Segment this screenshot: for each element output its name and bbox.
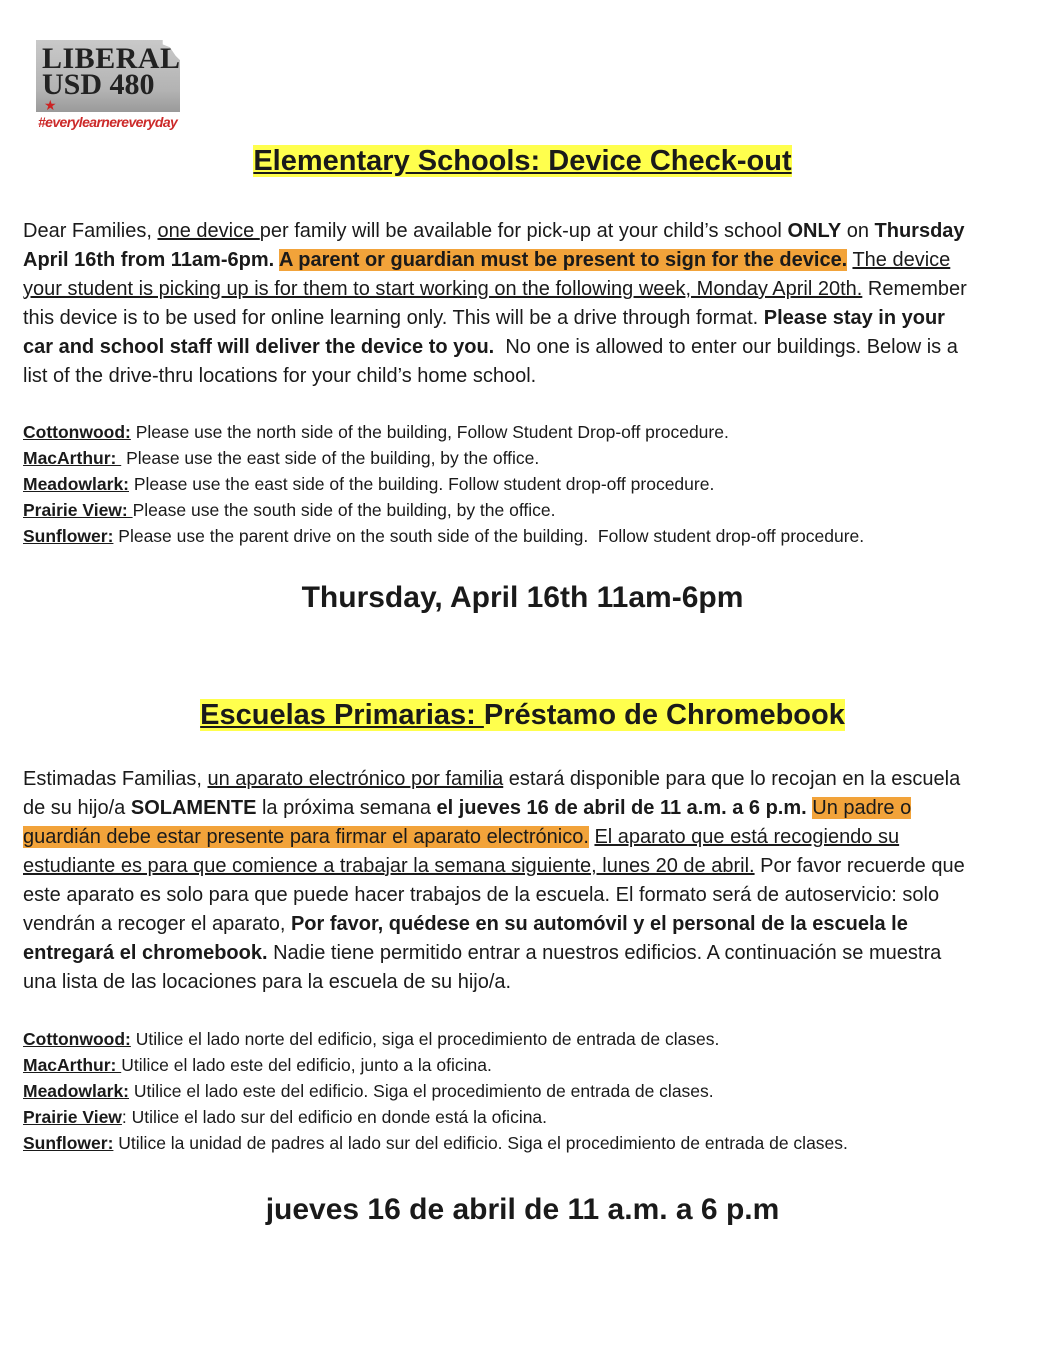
school-name: Meadowlark: xyxy=(23,1081,129,1101)
star-icon: ★ xyxy=(44,97,57,113)
location-instructions: Utilice el lado norte del edificio, siga el procedimiento de entrada de clases. xyxy=(130,1029,720,1049)
paragraph-line xyxy=(23,968,965,997)
text-segment: Thursday xyxy=(874,220,965,242)
location-item xyxy=(23,497,864,523)
highlighted-text: Un padre o xyxy=(812,797,912,819)
text-segment: April 16th from 11am-6pm. xyxy=(23,249,279,271)
paragraph-line xyxy=(23,794,965,823)
school-name: Cottonwood: xyxy=(23,422,131,442)
text-segment: de su hijo/a xyxy=(23,797,131,819)
highlighted-text: A parent or guardian must be present to sign for the device. xyxy=(279,249,848,271)
spanish-paragraph xyxy=(23,765,965,997)
location-instructions: Please use the east side of the building, by the office. xyxy=(121,448,540,468)
text-segment: entregará el chromebook. xyxy=(23,942,268,964)
text-segment: estudiante es para que comience a trabajar la semana siguiente, lunes 20 de abril. xyxy=(23,855,755,877)
paragraph-line xyxy=(23,765,965,794)
text-segment: per family will be available for pick-up at your child’s school xyxy=(259,220,788,242)
text-segment: list of the drive-thru locations for your child’s home school. xyxy=(23,365,537,387)
school-name: Sunflower: xyxy=(23,1133,114,1153)
text-segment: una lista de las locaciones para la escuela de su hijo/a. xyxy=(23,971,512,993)
text-segment: vendrán a recoger el aparato, xyxy=(23,913,291,935)
text-segment: la próxima semana xyxy=(256,797,437,819)
location-instructions: Utilice el lado este del edificio, junto a la oficina. xyxy=(121,1055,492,1075)
school-name: Sunflower: xyxy=(23,526,114,546)
english-paragraph xyxy=(23,217,967,391)
text-segment: este aparato es solo para que puede hacer trabajos de la escuela. El formato será de autoservicio: solo xyxy=(23,884,940,906)
school-name: MacArthur: xyxy=(23,448,122,468)
text-segment: ONLY xyxy=(787,220,842,242)
logo-line-2: USD 480 xyxy=(42,68,155,101)
text-segment: SOLAMENTE xyxy=(130,797,257,819)
english-locations xyxy=(23,419,864,549)
text-segment: car and school staff will deliver the device to you. xyxy=(23,336,495,358)
location-item xyxy=(23,419,864,445)
paragraph-line xyxy=(23,362,967,391)
paragraph-line xyxy=(23,910,965,939)
english-date: Thursday, April 16th 11am-6pm xyxy=(301,581,744,614)
location-instructions: Utilice la unidad de padres al lado sur del edificio. Siga el procedimiento de entrada de clases. xyxy=(113,1133,848,1153)
location-item xyxy=(23,1104,848,1130)
paragraph-line xyxy=(23,881,965,910)
text-segment: Estimadas Familias, xyxy=(23,768,208,790)
school-name: Cottonwood: xyxy=(23,1029,131,1049)
school-name: Prairie View xyxy=(23,1107,122,1127)
text-segment: un aparato electrónico por familia xyxy=(207,768,504,790)
spanish-title: Escuelas Primarias: Préstamo de Chromebook xyxy=(200,699,845,731)
paragraph-line xyxy=(23,852,965,881)
paragraph-line xyxy=(23,304,967,333)
location-item xyxy=(23,1052,848,1078)
location-item xyxy=(23,1078,848,1104)
location-item xyxy=(23,471,864,497)
location-instructions: : Utilice el lado sur del edificio en donde está la oficina. xyxy=(121,1107,548,1127)
paragraph-line xyxy=(23,939,965,968)
school-name: Meadowlark: xyxy=(23,474,129,494)
paragraph-line xyxy=(23,275,967,304)
location-instructions: Please use the east side of the building. Follow student drop-off procedure. xyxy=(129,474,715,494)
text-segment: Nadie tiene permitido entrar a nuestros edificios. A continuación se muestra xyxy=(267,942,942,964)
text-segment: Por favor recuerde que xyxy=(754,855,965,877)
text-segment: Por favor, quédese en su automóvil y el personal de la escuela le xyxy=(290,913,908,935)
text-segment: your student is picking up is for them to start working on the following week, Monday April 20th. xyxy=(23,278,863,300)
spanish-locations xyxy=(23,1026,848,1156)
location-instructions: Utilice el lado este del edificio. Siga el procedimiento de entrada de clases. xyxy=(129,1081,714,1101)
district-logo xyxy=(36,40,182,132)
paragraph-line xyxy=(23,246,967,275)
text-segment: on xyxy=(841,220,875,242)
text-segment: No one is allowed to enter our buildings. Below is a xyxy=(494,336,958,358)
spanish-date: jueves 16 de abril de 11 a.m. a 6 p.m xyxy=(265,1193,780,1226)
text-segment: one device xyxy=(157,220,260,242)
school-name: Prairie View: xyxy=(23,500,133,520)
location-instructions: Please use the north side of the building, Follow Student Drop-off procedure. xyxy=(130,422,729,442)
paragraph-line xyxy=(23,217,967,246)
text-segment: Remember xyxy=(862,278,967,300)
location-item xyxy=(23,523,864,549)
paragraph-line xyxy=(23,333,967,362)
highlighted-text: guardián debe estar presente para firmar el aparato electrónico. xyxy=(23,826,589,848)
location-instructions: Please use the south side of the building, by the office. xyxy=(132,500,556,520)
location-instructions: Please use the parent drive on the south side of the building. Follow student drop-off procedure. xyxy=(113,526,865,546)
location-item xyxy=(23,1130,848,1156)
text-segment: estará disponible para que lo recojan en la escuela xyxy=(503,768,961,790)
text-segment: el jueves 16 de abril de 11 a.m. a 6 p.m. xyxy=(436,797,807,819)
location-item xyxy=(23,445,864,471)
text-segment: this device is to be used for online learning only. This will be a drive through format. xyxy=(23,307,764,329)
text-segment: The device xyxy=(852,249,951,271)
text-segment: Dear Families, xyxy=(23,220,158,242)
school-name: MacArthur: xyxy=(23,1055,122,1075)
english-title: Elementary Schools: Device Check-out xyxy=(253,145,792,177)
paragraph-line xyxy=(23,823,965,852)
text-segment: Please stay in your xyxy=(763,307,945,329)
text-segment: El aparato que está recogiendo su xyxy=(594,826,900,848)
logo-tagline: #everylearnereveryday xyxy=(38,114,178,130)
logo-line-1: LIBERAL xyxy=(42,42,181,75)
location-item xyxy=(23,1026,848,1052)
